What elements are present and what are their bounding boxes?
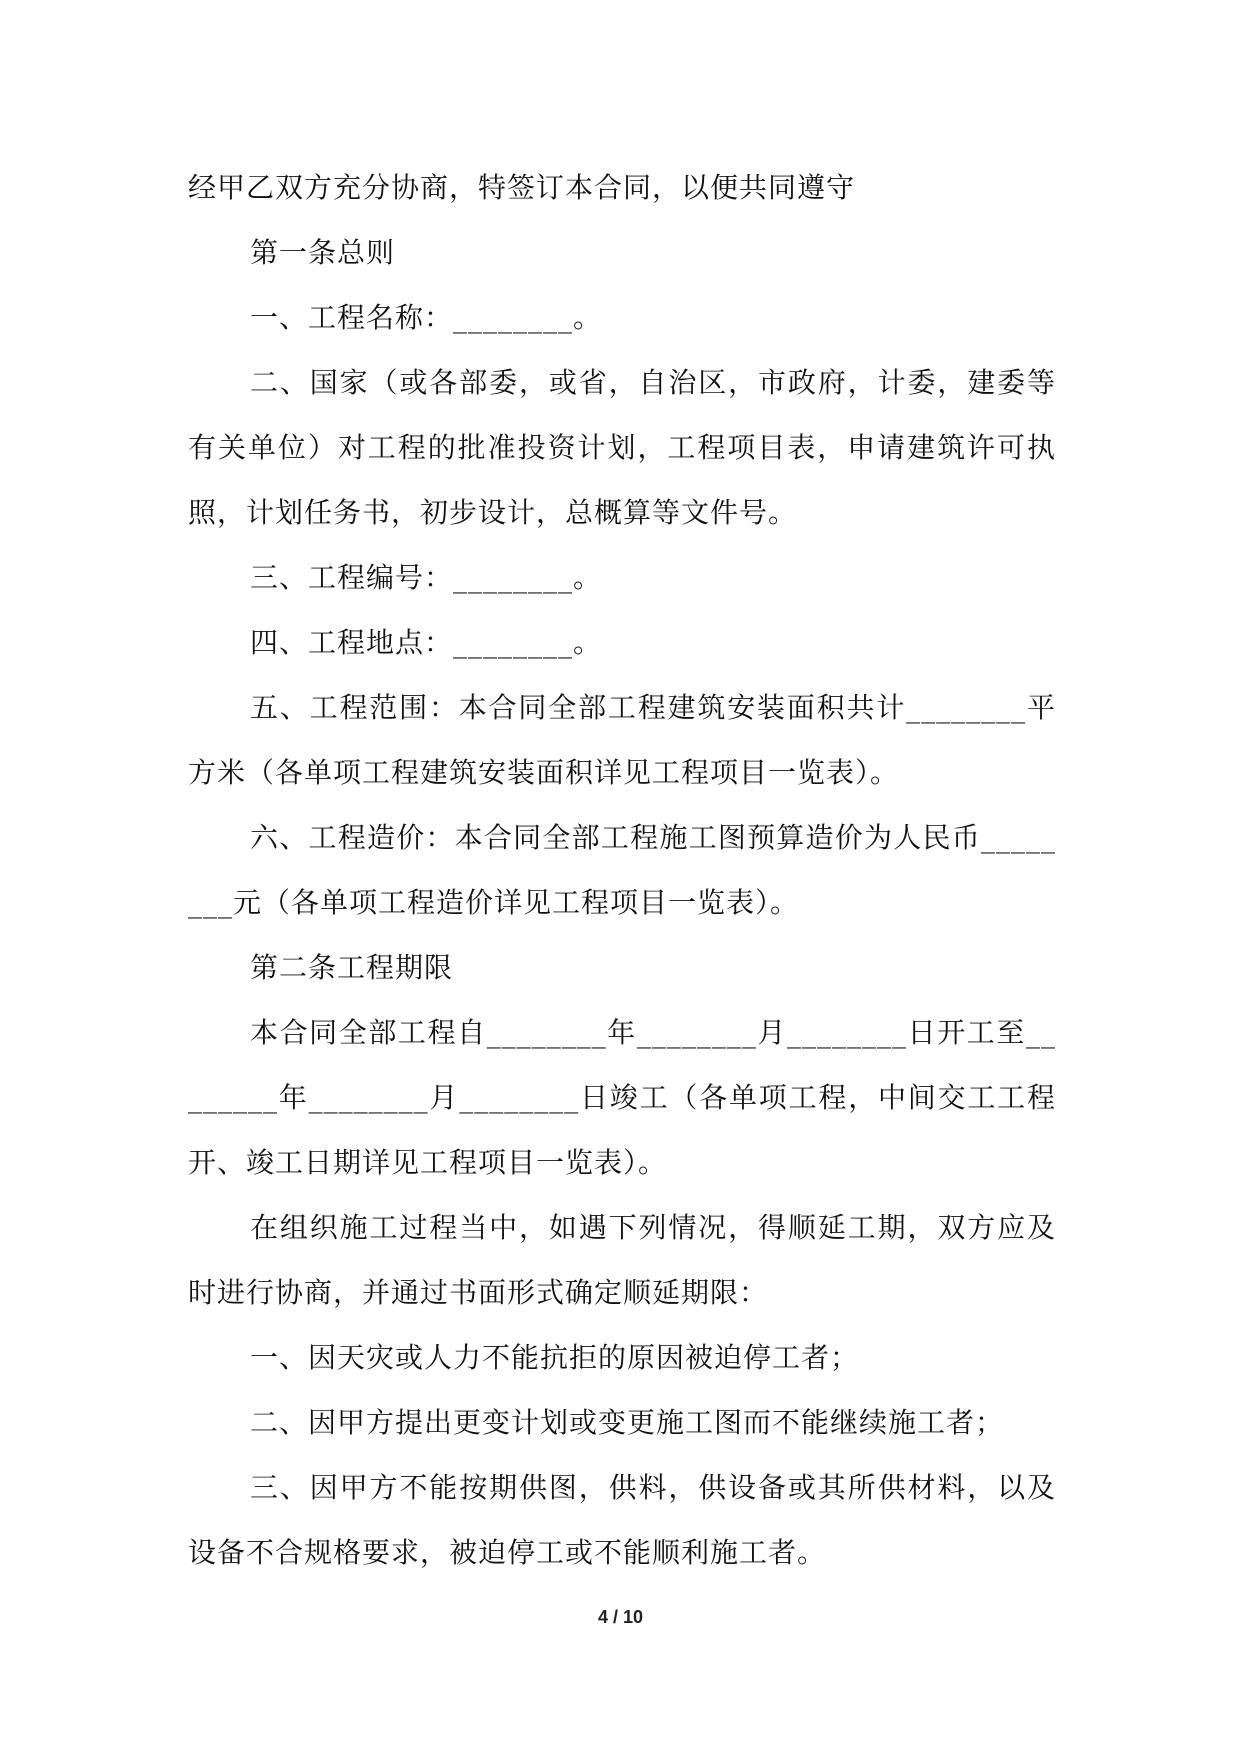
paragraph-preamble: 经甲乙双方充分协商，特签订本合同，以便共同遵守 <box>188 171 856 204</box>
paragraph-project-cost: 六、工程造价：本合同全部工程施工图预算造价为人民币________元（各单项工程造价详见工程项目一览表）。 <box>188 821 1056 919</box>
page-number: 4 / 10 <box>597 1607 644 1627</box>
paragraph-project-scope: 五、工程范围：本合同全部工程建筑安装面积共计________平方米（各单项工程建筑安装面积详见工程项目一览表）。 <box>188 691 1056 789</box>
paragraph-condition-1: 一、因天灾或人力不能抗拒的原因被迫停工者； <box>250 1341 860 1374</box>
paragraph-project-number: 三、工程编号：________。 <box>250 561 603 594</box>
paragraph-approval-documents: 二、国家（或各部委，或省，自治区，市政府，计委，建委等有关单位）对工程的批准投资计划，工程项目表，申请建筑许可执照，计划任务书，初步设计，总概算等文件号。 <box>188 366 1056 529</box>
heading-article-1: 第一条总则 <box>250 236 396 269</box>
paragraph-extension-conditions: 在组织施工过程当中，如遇下列情况，得顺延工期，双方应及时进行协商，并通过书面形式确定顺延期限： <box>188 1211 1056 1309</box>
heading-article-2: 第二条工程期限 <box>250 951 454 984</box>
paragraph-condition-2: 二、因甲方提出更变计划或变更施工图而不能继续施工者； <box>250 1406 1005 1439</box>
document-body <box>188 155 1056 1585</box>
paragraph-project-location: 四、工程地点：________。 <box>250 626 603 659</box>
paragraph-project-name: 一、工程名称：________。 <box>250 301 603 334</box>
paragraph-condition-3: 三、因甲方不能按期供图，供料，供设备或其所供材料，以及设备不合规格要求，被迫停工或不能顺利施工者。 <box>188 1471 1056 1569</box>
paragraph-project-dates: 本合同全部工程自________年________月________日开工至________年________月________日竣工（各单项工程，中间交工工程开、竣工日期详见工程项目一览表）。 <box>188 1016 1056 1179</box>
